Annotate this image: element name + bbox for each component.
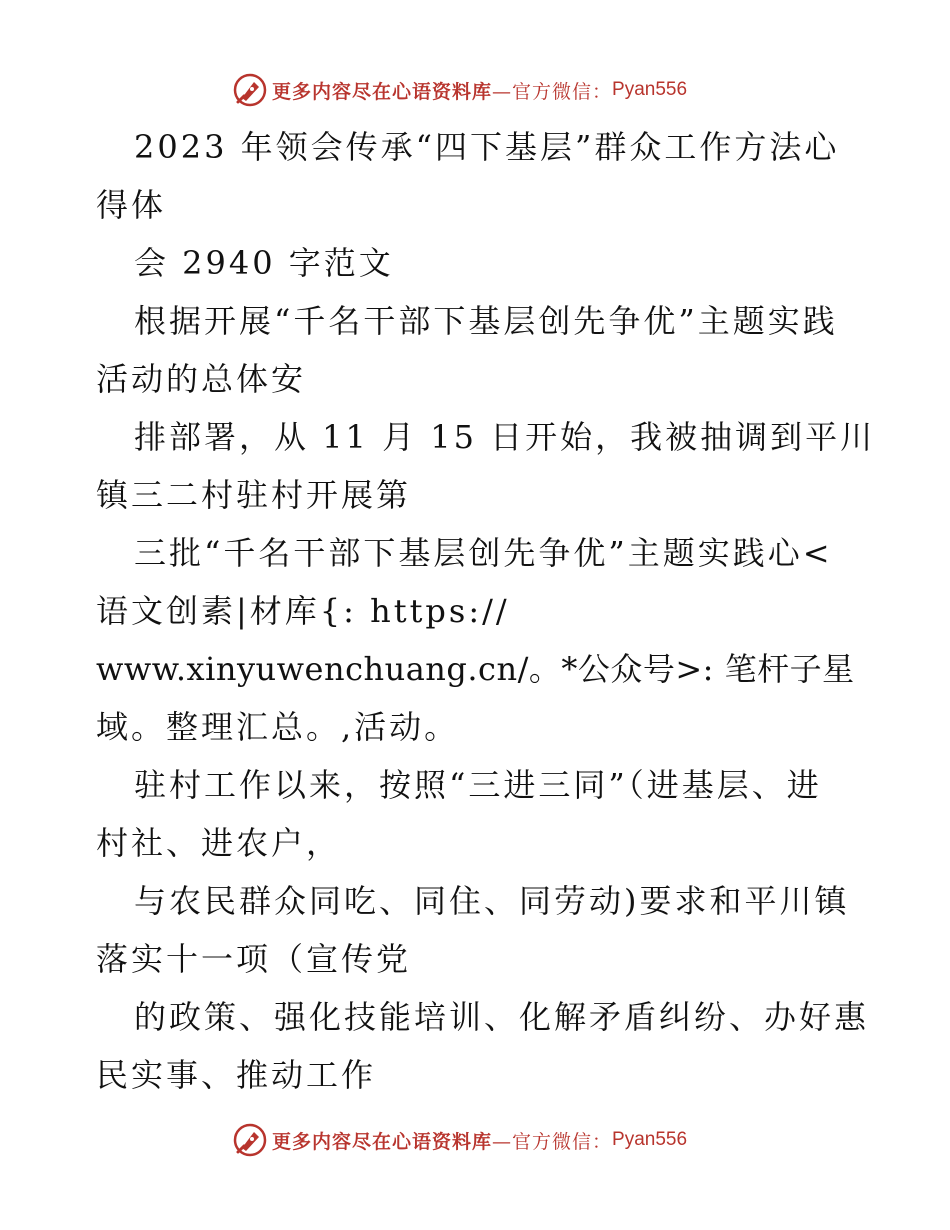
header-banner bbox=[232, 70, 687, 110]
paragraph-line: 三批“千名干部下基层创先争优”主题实践心< bbox=[134, 534, 833, 572]
banner-subtitle: —官方微信： bbox=[492, 1130, 613, 1153]
title-line-2: 得体 bbox=[96, 186, 167, 224]
paragraph-line: 语文创素|材库{: https:// bbox=[96, 592, 510, 630]
title-line-1: 2023 年领会传承“四下基层”群众工作方法心 bbox=[134, 128, 840, 166]
paragraph-line: 驻村工作以来，按照“三进三同”（进基层、进 bbox=[134, 766, 822, 804]
paragraph-line: 根据开展“千名干部下基层创先争优”主题实践 bbox=[134, 302, 838, 340]
footer-banner bbox=[232, 1120, 687, 1160]
paragraph-line: 排部署，从 11 月 15 日开始，我被抽调到平川 bbox=[134, 418, 876, 456]
banner-title: 更多内容尽在心语资料库 bbox=[272, 1130, 493, 1153]
paragraph-line: 民实事、推动工作 bbox=[96, 1056, 377, 1094]
pen-nib-logo-icon bbox=[232, 72, 268, 108]
paragraph-line: 与农民群众同吃、同住、同劳动)要求和平川镇 bbox=[134, 882, 850, 920]
document-body bbox=[96, 118, 876, 1104]
paragraph-line: 活动的总体安 bbox=[96, 360, 307, 398]
pen-nib-logo-icon bbox=[232, 1122, 268, 1158]
banner-title: 更多内容尽在心语资料库 bbox=[272, 80, 493, 103]
paragraph-line: 域。整理汇总。,活动。 bbox=[96, 708, 460, 746]
banner-wechat-id: Pyan556 bbox=[612, 79, 688, 100]
paragraph-line: 村社、进农户， bbox=[96, 824, 342, 862]
word-count-line: 会 2940 字范文 bbox=[134, 244, 394, 282]
paragraph-line: 的政策、强化技能培训、化解矛盾纠纷、办好惠 bbox=[134, 998, 870, 1036]
banner-wechat-id: Pyan556 bbox=[612, 1129, 688, 1150]
paragraph-line: 镇三二村驻村开展第 bbox=[96, 476, 412, 514]
paragraph-line: www.xinyuwenchuang.cn/。*公众号>: 笔杆子星 bbox=[96, 650, 855, 688]
paragraph-line: 落实十一项（宣传党 bbox=[96, 940, 412, 978]
banner-subtitle: —官方微信： bbox=[492, 80, 613, 103]
